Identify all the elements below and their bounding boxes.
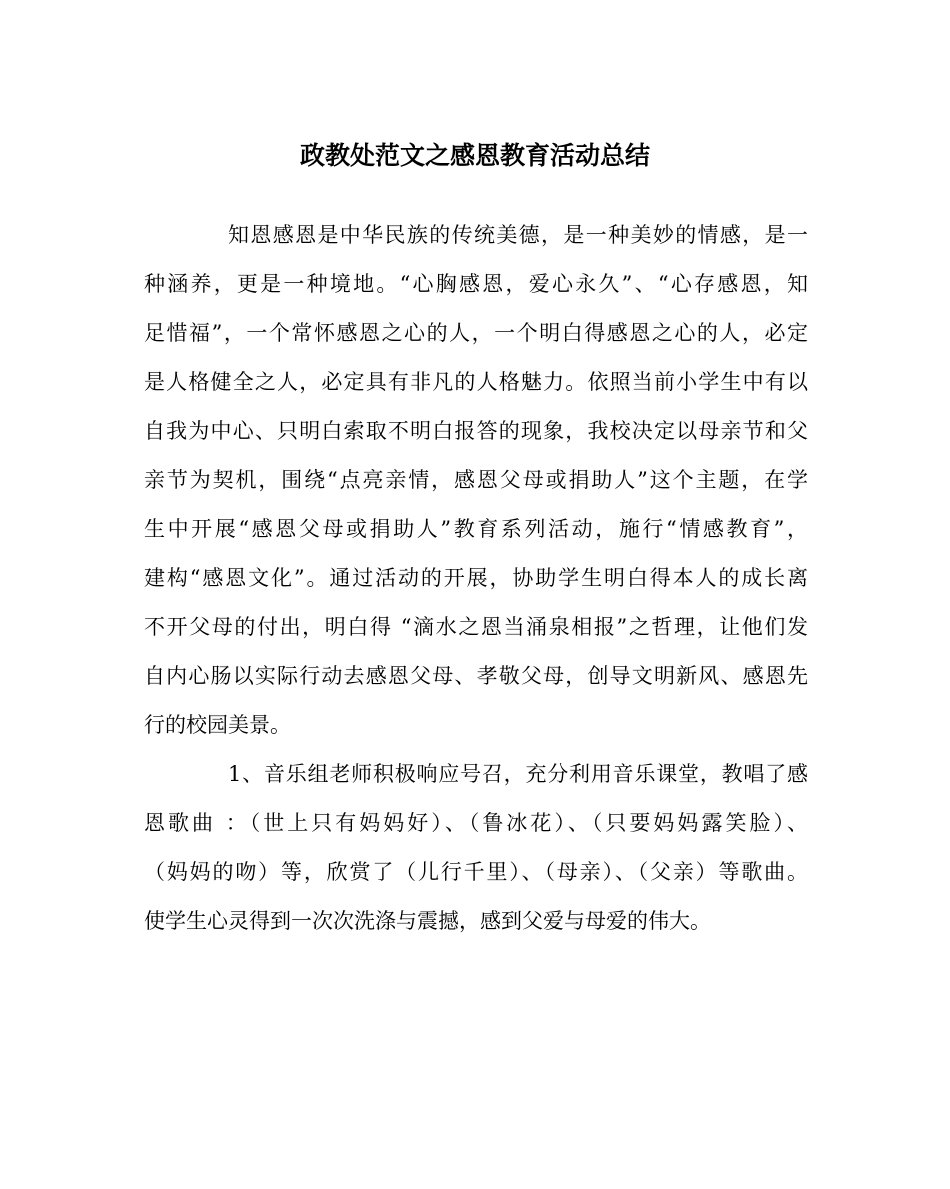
document-title: 政教处范文之感恩教育活动总结 <box>299 141 650 170</box>
text-line: 亲节为契机，围绕“点亮亲情，感恩父母或捐助人”这个主题，在学 <box>144 468 808 492</box>
text-line: 使学生心灵得到一次次洗涤与震撼，感到父爱与母爱的伟大。 <box>144 909 711 933</box>
text-line: 种涵养，更是一种境地。“心胸感恩，爱心永久”、“心存感恩，知 <box>144 272 808 296</box>
text-line: 建构“感恩文化”。通过活动的开展，协助学生明白得本人的成长离 <box>144 566 808 590</box>
text-line: 足惜福”，一个常怀感恩之心的人，一个明白得感恩之心的人，必定 <box>144 321 808 345</box>
text-line: 自我为中心、只明白索取不明白报答的现象，我校决定以母亲节和父 <box>144 419 808 443</box>
text-line: 生中开展“感恩父母或捐助人”教育系列活动，施行“情感教育”， <box>144 517 808 541</box>
text-line: 1、音乐组老师积极响应号召，充分利用音乐课堂，教唱了感 <box>228 762 808 786</box>
text-line: 恩歌曲 ：（世上只有妈妈好）、（鲁冰花）、（只要妈妈露笑脸）、 <box>144 811 808 835</box>
text-line: 自内心肠以实际行动去感恩父母、孝敬父母，创导文明新风、感恩先 <box>144 664 808 688</box>
paragraph-intro <box>144 211 808 750</box>
text-line: 行的校园美景。 <box>144 713 291 737</box>
text-line: （妈妈的吻）等，欣赏了（儿行千里）、（母亲）、（父亲）等歌曲。 <box>144 860 808 884</box>
text-line: 不开父母的付出，明白得 “滴水之恩当涌泉相报”之哲理，让他们发 <box>144 615 808 639</box>
paragraph-music-activity <box>144 750 808 946</box>
text-line: 是人格健全之人，必定具有非凡的人格魅力。依照当前小学生中有以 <box>144 370 808 394</box>
text-line: 知恩感恩是中华民族的传统美德，是一种美妙的情感，是一 <box>228 223 808 247</box>
